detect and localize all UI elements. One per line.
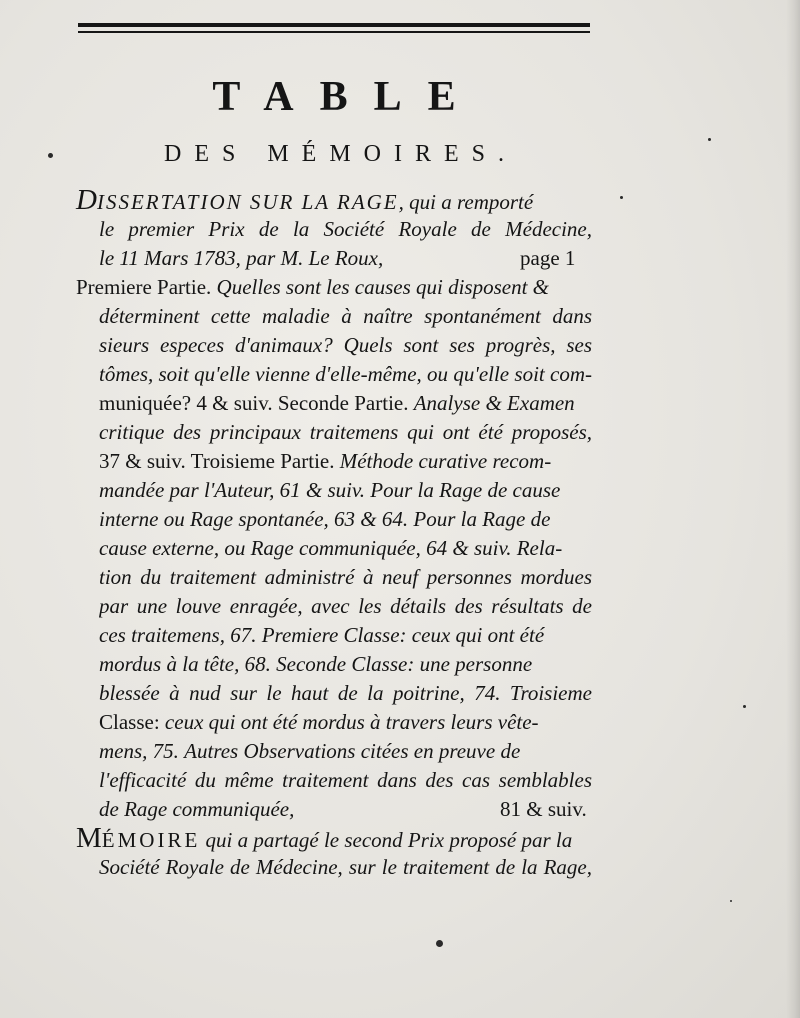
entry-2-lead-rest: ÉMOIRE xyxy=(101,828,201,852)
entry-1-line-10: 37 & suiv. Troisieme Partie. Méthode curative recom- xyxy=(99,449,552,473)
entry-1-final-ref: 81 & suiv. xyxy=(500,797,587,821)
paper-speck xyxy=(730,900,732,902)
entry-1-line-1: DISSERTATION SUR LA RAGE, qui a remporté xyxy=(76,184,534,216)
entry-1-line-2: le premier Prix de la Société Royale de Médecine, xyxy=(99,217,592,241)
entry-1-line-9: critique des principaux traitemens qui ont été proposés, xyxy=(99,420,592,444)
entry-1-line-12: interne ou Rage spontanée, 63 & 64. Pour la Rage de xyxy=(99,507,551,531)
entry-1-page-ref: page 1 xyxy=(520,246,576,270)
entry-1-line-18: blessée à nud sur le haut de la poitrine, 74. Troisieme xyxy=(99,681,592,705)
entry-2-lead: M xyxy=(76,822,102,854)
entry-1-line-14: tion du traitement administré à neuf personnes mordues xyxy=(99,565,592,589)
entry-1-line-22: de Rage communiquée, xyxy=(99,797,295,821)
entry-1-line-11: mandée par l'Auteur, 61 & suiv. Pour la Rage de cause xyxy=(99,478,561,502)
entry-2-line-2: Société Royale de Médecine, sur le traitement de la Rage, xyxy=(99,855,592,879)
entry-1-lead: D xyxy=(76,184,97,216)
header-rule-thick xyxy=(78,23,590,27)
entry-1-line-7: tômes, soit qu'elle vienne d'elle-même, ou qu'elle soit com- xyxy=(99,362,592,386)
entry-1-line-16: ces traitemens, 67. Premiere Classe: ceux qui ont été xyxy=(99,623,545,647)
entry-2-line-1: MÉMOIRE qui a partagé le second Prix proposé par la xyxy=(76,822,573,854)
header-rule-thin xyxy=(78,31,590,33)
page-subtitle: DES MÉMOIRES. xyxy=(163,141,518,167)
entry-1-line-21: l'efficacité du même traitement dans des cas semblables xyxy=(99,768,592,792)
entry-1-line-17: mordus à la tête, 68. Seconde Classe: une personne xyxy=(99,652,533,676)
paper-speck xyxy=(48,153,53,158)
entry-1-line-15: par une louve enragée, avec les détails des résultats de xyxy=(99,594,592,618)
entry-1-line-13: cause externe, ou Rage communiquée, 64 & suiv. Rela- xyxy=(99,536,563,560)
entry-1-line-3: le 11 Mars 1783, par M. Le Roux, xyxy=(99,246,384,270)
entry-1-line-20: mens, 75. Autres Observations citées en preuve de xyxy=(99,739,521,763)
entry-1-line-8: muniquée? 4 & suiv. Seconde Partie. Analyse & Examen xyxy=(99,391,575,415)
paper-speck xyxy=(743,705,746,708)
paper-speck xyxy=(436,940,443,947)
page-title: TABLE xyxy=(212,74,482,120)
paper-speck xyxy=(708,138,711,141)
paper-speck xyxy=(620,196,623,199)
entry-1-line-19: Classe: ceux qui ont été mordus à travers leurs vête- xyxy=(99,710,539,734)
entry-1-line-5: déterminent cette maladie à naître spontanément dans xyxy=(99,304,592,328)
entry-1-line-4: Premiere Partie. Quelles sont les causes qui disposent & xyxy=(76,275,550,299)
entry-1-lead-rest: ISSERTATION SUR LA RAGE xyxy=(96,190,399,214)
entry-1-line-6: sieurs especes d'animaux? Quels sont ses progrès, ses xyxy=(99,333,592,357)
